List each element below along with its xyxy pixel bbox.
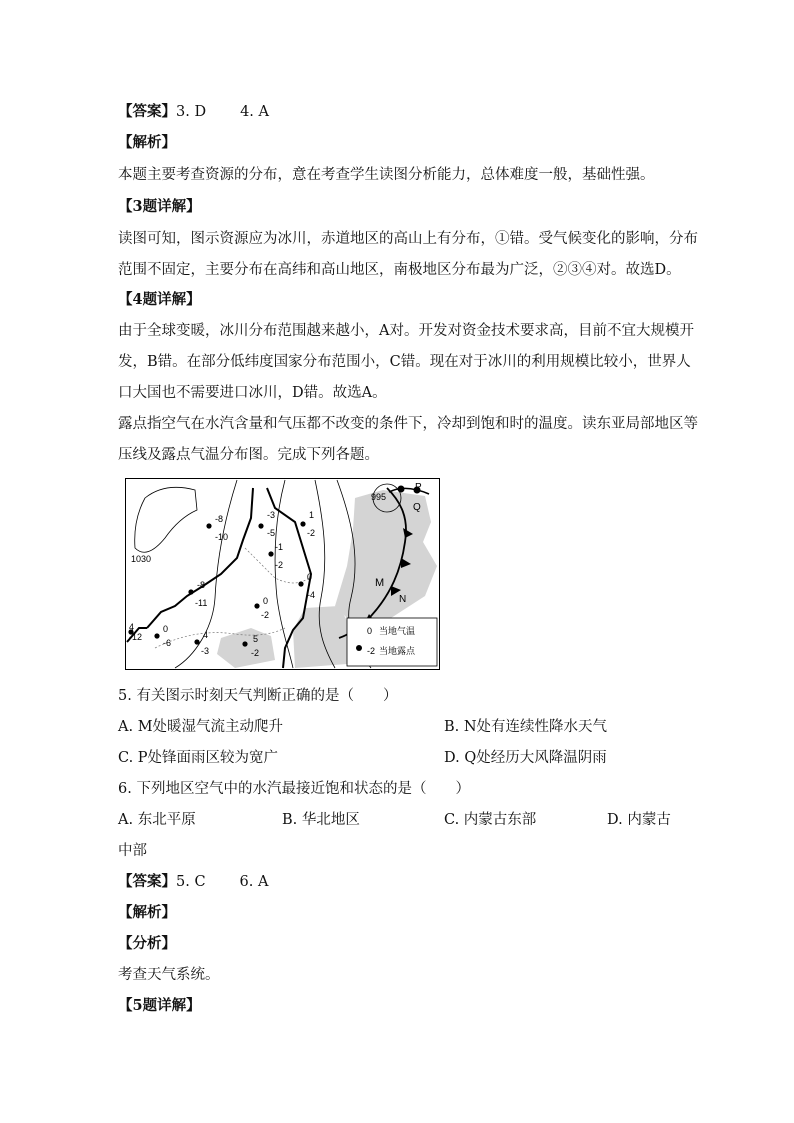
svg-text:-5: -5 xyxy=(267,528,276,538)
q4-line-2: 发，B错。在部分低纬度国家分布范围小，C错。现在对于冰川的利用规模比较小，世界人 xyxy=(118,354,691,370)
fenxi-tag: 【分析】 xyxy=(118,935,176,952)
svg-text:-2: -2 xyxy=(261,610,270,620)
label-P: P xyxy=(415,482,422,493)
q6-option-c: C. 内蒙古东部 xyxy=(444,812,537,828)
label-M: M xyxy=(375,577,385,589)
svg-text:-11: -11 xyxy=(195,598,208,608)
svg-text:0: 0 xyxy=(263,596,269,606)
fenxi-text: 考查天气系统。 xyxy=(118,967,220,983)
q6-option-d: D. 内蒙古 xyxy=(607,812,671,828)
legend-dew-label: 当地露点 xyxy=(379,647,416,657)
svg-text:-2: -2 xyxy=(275,560,284,570)
intro-text: 本题主要考查资源的分布，意在考查学生读图分析能力，总体难度一般，基础性强。 xyxy=(118,167,655,183)
q4-line-3: 口大国也不需要进口冰川，D错。故选A。 xyxy=(118,385,387,401)
svg-text:-6: -6 xyxy=(163,638,172,648)
q5-detail-tag: 【5题详解】 xyxy=(118,997,201,1014)
answer-3: 3. D xyxy=(176,104,207,120)
answer-tag-2: 【答案】 xyxy=(118,873,176,890)
legend-dew-sample: -2 xyxy=(367,646,376,656)
q5-option-a: A. M处暖湿气流主动爬升 xyxy=(118,719,284,735)
stem-line-1: 露点指空气在水汽含量和气压都不改变的条件下，冷却到饱和时的温度。读东亚局部地区等 xyxy=(118,416,698,432)
svg-text:0: 0 xyxy=(307,572,313,582)
q3-line-1: 读图可知，图示资源应为冰川，赤道地区的高山上有分布，①错。受气候变化的影响，分布 xyxy=(118,231,698,247)
q4-detail-tag: 【4题详解】 xyxy=(118,291,201,308)
q3-detail-tag: 【3题详解】 xyxy=(118,198,201,215)
stem-line-2: 压线及露点气温分布图。完成下列各题。 xyxy=(118,447,379,463)
svg-text:-3: -3 xyxy=(267,510,276,520)
q5-stem: 5. 有关图示时刻天气判断正确的是（ ） xyxy=(118,688,398,704)
q4-line-1: 由于全球变暖，冰川分布范围越来越小，A对。开发对资金技术要求高，目前不宜大规模开 xyxy=(118,323,694,339)
q6-option-a: A. 东北平原 xyxy=(118,812,196,828)
q5-option-b: B. N处有连续性降水天气 xyxy=(444,719,608,735)
map-legend xyxy=(347,618,437,666)
answer-line-1 xyxy=(118,102,269,122)
answer-6: 6. A xyxy=(239,874,269,890)
q3-line-2: 范围不固定，主要分布在高纬和高山地区，南极地区分布最为广泛，②③④对。故选D。 xyxy=(118,262,681,278)
analysis-tag-2: 【解析】 xyxy=(118,904,176,921)
analysis-tag-1: 【解析】 xyxy=(118,134,176,151)
svg-text:-10: -10 xyxy=(215,532,229,542)
svg-text:-12: -12 xyxy=(129,632,143,642)
svg-text:4: 4 xyxy=(203,630,209,640)
svg-text:-3: -3 xyxy=(201,646,210,656)
svg-text:-4: -4 xyxy=(307,590,316,600)
legend-temp-label: 当地气温 xyxy=(379,627,416,637)
svg-text:4: 4 xyxy=(129,622,135,632)
answer-tag: 【答案】 xyxy=(118,103,176,120)
q5-option-d: D. Q处经历大风降温阴雨 xyxy=(444,750,607,766)
svg-text:-2: -2 xyxy=(307,528,316,538)
q6-stem: 6. 下列地区空气中的水汽最接近饱和状态的是（ ） xyxy=(118,781,470,797)
label-N: N xyxy=(399,594,407,605)
isobar-995-label: 995 xyxy=(371,492,387,502)
answer-4: 4. A xyxy=(240,104,269,120)
svg-text:1: 1 xyxy=(309,510,315,520)
svg-text:-2: -2 xyxy=(251,648,260,658)
svg-text:0: 0 xyxy=(163,624,169,634)
q6-option-d-cont: 中部 xyxy=(118,843,147,859)
isobar-1030-label: 1030 xyxy=(131,554,152,564)
q6-option-b: B. 华北地区 xyxy=(282,812,360,828)
svg-text:-1: -1 xyxy=(275,542,284,552)
svg-text:5: 5 xyxy=(253,634,259,644)
legend-temp-sample: 0 xyxy=(367,626,373,636)
answer-line-2 xyxy=(118,872,268,892)
label-Q: Q xyxy=(413,502,421,513)
answer-5: 5. C xyxy=(176,874,206,890)
weather-map-figure xyxy=(125,478,440,670)
svg-text:-8: -8 xyxy=(215,514,224,524)
q5-option-c: C. P处锋面雨区较为宽广 xyxy=(118,750,279,766)
svg-text:-8: -8 xyxy=(197,580,206,590)
